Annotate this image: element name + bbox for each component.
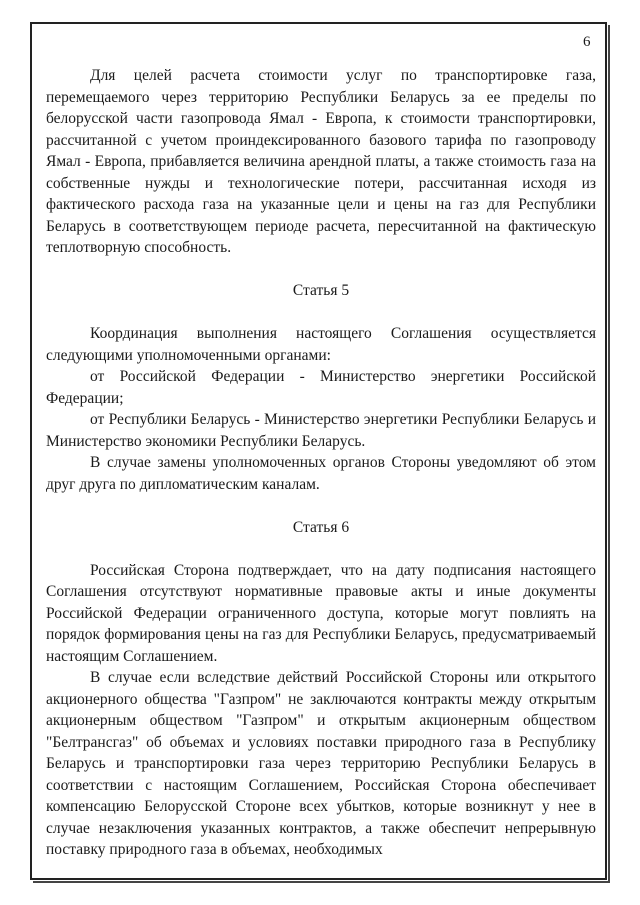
article-6-title: Статья 6 xyxy=(292,518,350,536)
article-6-paragraph-2: В случае если вследствие действий Российской Стороны или открытого акционерного общества "Газпром" не заключаются контракты между открытым акционерным обществом "Газпром" и открытым акционерным обществом "Белтрансгаз" об объемах и условиях поставки природного газа в Республику Беларусь и транспортировки газа через территорию Республики Беларусь в соответствии с настоящим Соглашением, Российская Сторона обеспечивает компенсацию Белорусской Стороне всех убытков, которые возникнут у нее в случае незаключения указанных контрактов, а также обеспечит непрерывную поставку природного газа в объемах, необходимых xyxy=(46,669,596,858)
article-5-title: Статья 5 xyxy=(292,282,350,299)
spacer xyxy=(46,302,596,324)
article-5-paragraph-1: Координация выполнения настоящего Соглашения осуществляется следующими уполномоченными органами: xyxy=(46,325,596,364)
paragraph-transport-cost: Для целей расчета стоимости услуг по транспортировке газа, перемещаемого через территорию Республики Беларусь за ее пределы по белорусской части газопровода Ямал - Европа, к стоимости транспортировки, рассчитанной с учетом проиндексированного базового тарифа по газопроводу Ямал - Европа, прибавляется величина арендной платы, а также стоимость газа на собственные нужды и технологические потери, рассчитанная исходя из фактического расхода газа на указанные цели и цены на газ для Республики Беларусь в соответствующем периоде расчета, пересчитанной на фактическую теплотворную способность. xyxy=(46,67,596,256)
article-5-paragraph-4: В случае замены уполномоченных органов Стороны уведомляют об этом друг друга по дипломатическим каналам. xyxy=(46,454,596,493)
spacer xyxy=(46,495,596,517)
article-5-paragraph-2: от Российской Федерации - Министерство энергетики Российской Федерации; xyxy=(46,368,596,407)
document-body xyxy=(46,65,596,861)
page-number: 6 xyxy=(583,34,591,50)
article-6-paragraph-1: Российская Сторона подтверждает, что на дату подписания настоящего Соглашения отсутствуют нормативные правовые акты и иные документы Российской Федерации ограниченного доступа, которые могут повлиять на порядок формирования цены на газ для Республики Беларусь, предусматриваемый настоящим Соглашением. xyxy=(46,561,596,665)
spacer xyxy=(46,259,596,281)
spacer xyxy=(46,538,596,560)
article-5-paragraph-3: от Республики Беларусь - Министерство энергетики Республики Беларусь и Министерство экономики Республики Беларусь. xyxy=(46,411,596,450)
